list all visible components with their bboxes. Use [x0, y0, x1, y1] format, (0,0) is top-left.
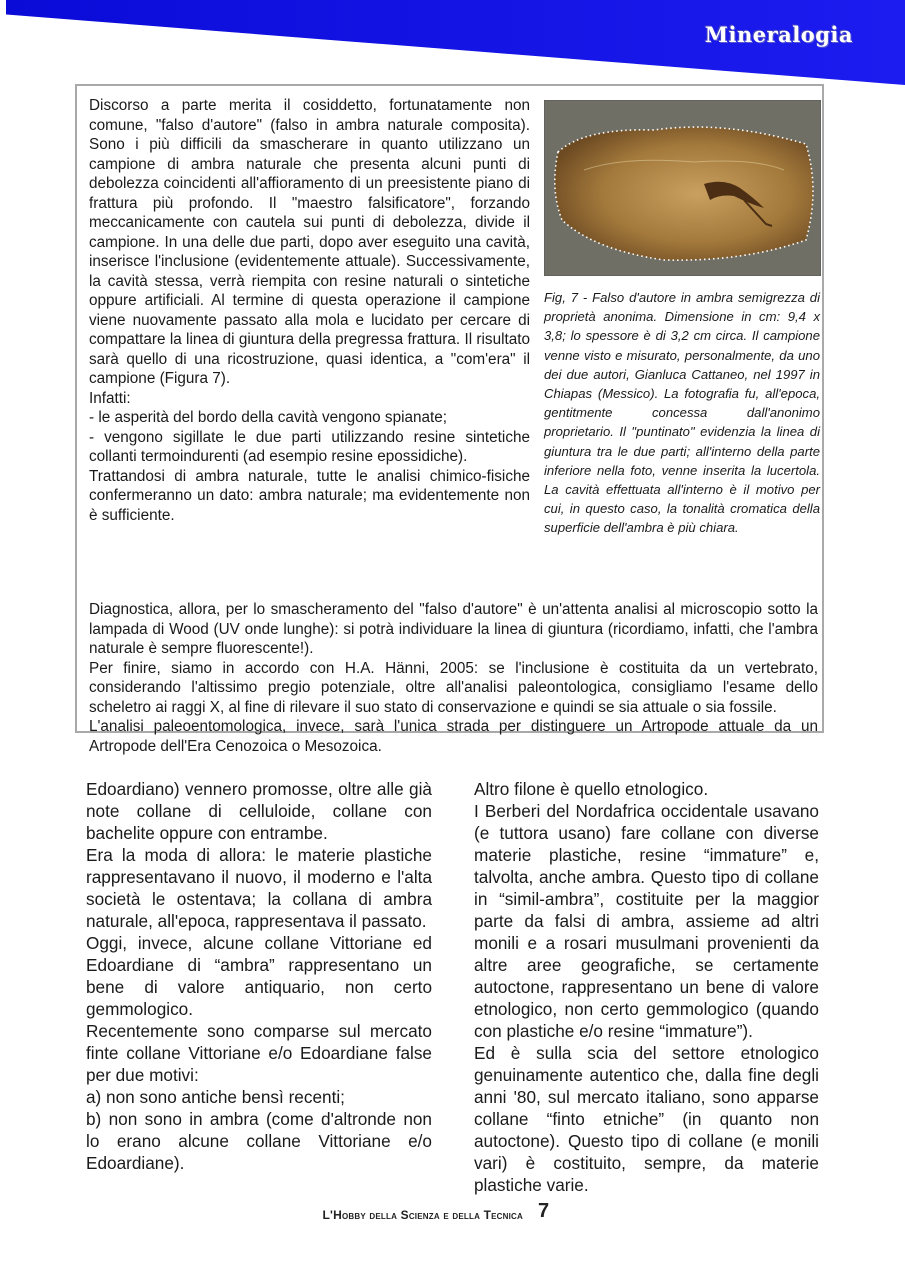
- right-column: [474, 778, 819, 1196]
- column-paragraph: Oggi, invece, alcune collane Vittoriane ed Edoardiane di “ambra” rappresentano un bene di valore antiquario, non certo gemmologico.: [86, 933, 432, 1019]
- box-list-item: - vengono sigillate le due parti utilizzando resine sintetiche collanti termoindurenti (ad esempio resine epossidiche).: [89, 428, 530, 465]
- journal-title: L'Hobby della Scienza e della Tecnica: [322, 1208, 523, 1222]
- box-text-column: [89, 96, 530, 525]
- amber-photo: [544, 100, 821, 276]
- page-number: 7: [538, 1200, 550, 1222]
- column-paragraph: b) non sono in ambra (come d'altronde non lo erano alcune collane Vittoriane e/o Edoardiane).: [86, 1109, 432, 1173]
- left-column: [86, 778, 432, 1174]
- column-paragraph: Altro filone è quello etnologico.: [474, 779, 709, 799]
- column-paragraph: Era la moda di allora: le materie plastiche rappresentavano il nuovo, il moderno e l'alta società le ostentava; la collana di ambra naturale, all'epoca, rappresentava il passato.: [86, 845, 432, 931]
- figure-caption: Fig, 7 - Falso d'autore in ambra semigrezza di proprietà anonima. Dimensione in cm: 9,4 x 3,8; lo spessore è di 3,2 cm circa. Il campione venne visto e misurato, personalmente, da uno dei due autori, Gianluca Cattaneo, nel 1997 in Chiapas (Messico). La fotografia fu, all'epoca, gentitmente concessa dall'anonimo proprietario. Il "puntinato" evidenzia la linea di giuntura tra le due parti; all'interno della parte inferiore nella foto, venne inserita la lucertola. La cavità effettuata all'interno è il motivo per cui, in questo caso, la tonalità cromatica della superficie dell'ambra è più chiara.: [544, 290, 820, 536]
- column-paragraph: a) non sono antiche bensì recenti;: [86, 1087, 345, 1107]
- column-paragraph: I Berberi del Nordafrica occidentale usavano (e tuttora usano) fare collane con diverse materie plastiche, resine “immature” e, talvolta, anche ambra. Questo tipo di collane in “simil-ambra”, costituite per la maggior parte da falsi di ambra, assieme ad altri monili e a rosari musulmani provenienti da altre aree geografiche, se certamente autoctone, rappresentano un bene di valore etnologico, non certo gemmologico (quando con plastiche e/o resine “immature”).: [474, 801, 819, 1041]
- box-paragraph: Trattandosi di ambra naturale, tutte le analisi chimico-fisiche confermeranno un dato: ambra naturale; ma evidentemente non è sufficiente.: [89, 467, 530, 524]
- column-paragraph: Edoardiano) vennero promosse, oltre alle già note collane di celluloide, collane con bachelite oppure con entrambe.: [86, 779, 432, 843]
- section-title: Mineralogia: [704, 22, 853, 47]
- box-text-continued: [89, 600, 818, 756]
- page-footer: [0, 1200, 905, 1230]
- box-paragraph: L'analisi paleoentomologica, invece, sarà l'unica strada per distinguere un Artropode attuale da un Artropode dell'Era Cenozoica o Mesozoica.: [89, 718, 818, 755]
- column-paragraph: Recentemente sono comparse sul mercato finte collane Vittoriane e/o Edoardiane false per due motivi:: [86, 1021, 432, 1085]
- box-paragraph: Diagnostica, allora, per lo smascheramento del "falso d'autore" è un'attenta analisi al microscopio sotto la lampada di Wood (UV onde lunghe): si potrà individuare la linea di giuntura (ricordiamo, infatti, che l'ambra naturale è sempre fluorescente!).: [89, 601, 818, 657]
- box-paragraph: Infatti:: [89, 389, 131, 407]
- box-paragraph: Discorso a parte merita il cosiddetto, fortunatamente non comune, "falso d'autore" (falso in ambra naturale composita). Sono i più difficili da smascherare in quanto utilizzano un campione di ambra naturale che presenta alcuni punti di debolezza coincidenti all'affioramento di un preesistente piano di frattura più profondo. Il "maestro falsificatore", forzando meccanicamente con cautela sui punti di debolezza, divide il campione. In una delle due parti, dopo aver eseguito una cavità, inserisce l'inclusione (evidentemente attuale). Successivamente, la cavità stessa, verrà riempita con resine naturali o sintetiche oppure artificiali. Al termine di questa operazione il campione viene nuovamente passato alla mola e lucidato per cercare di compattare la linea di giuntura della pregressa frattura. Il risultato sarà quello di una ricostruzione, quasi identica, a "com'era" il campione (Figura 7).: [89, 97, 530, 387]
- column-paragraph: Ed è sulla scia del settore etnologico genuinamente autentico che, dalla fine degli anni '80, sul mercato italiano, sono apparse collane “finto etniche” (in quanto non autoctone). Questo tipo di collane (e monili vari) è costituito, sempre, da materie plastiche varie.: [474, 1043, 819, 1195]
- sidebar-box: [75, 84, 824, 755]
- box-paragraph: Per finire, siamo in accordo con H.A. Hänni, 2005: se l'inclusione è costituita da un vertebrato, considerando l'altissimo pregio potenziale, oltre all'analisi paleontologica, consigliamo l'esame dello scheletro ai raggi X, al fine di rilevare il suo stato di conservazione e quindi se sia attuale o sia fossile.: [89, 659, 818, 716]
- box-list-item: - le asperità del bordo della cavità vengono spianate;: [89, 409, 448, 426]
